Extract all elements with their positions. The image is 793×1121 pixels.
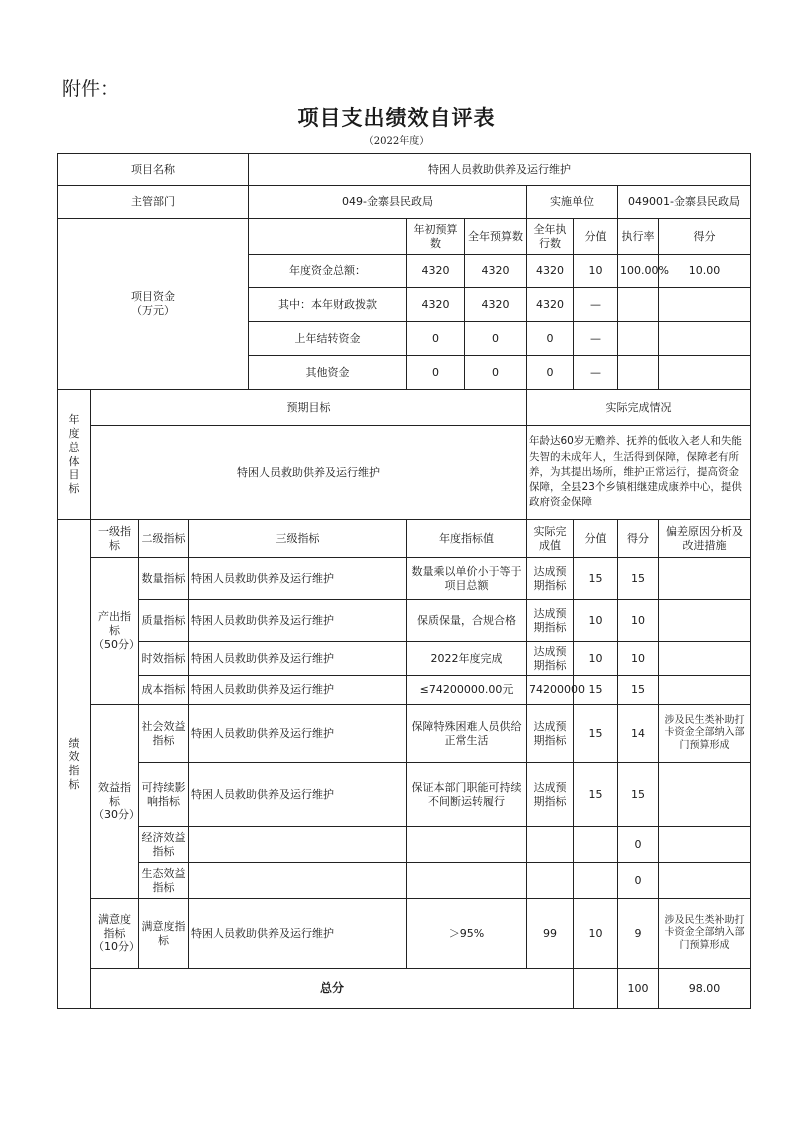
indicator-row: [58, 600, 751, 642]
funds-executed: 0: [527, 356, 574, 390]
implementing-unit-value: 049001-金寨县民政局: [618, 186, 751, 219]
indicator-target: 保质保量，合规合格: [407, 600, 527, 642]
indicator-score: 15: [618, 676, 659, 705]
expected-goal: 特困人员救助供养及运行维护: [91, 426, 527, 520]
indicator-level2: 时效指标: [139, 642, 189, 676]
indicator-level2: 社会效益指标: [139, 705, 189, 763]
total-weight: 100: [618, 969, 659, 1009]
indicator-actual: 74200000: [527, 676, 574, 705]
indicator-deviation-note: [659, 642, 751, 676]
indicator-row: [58, 676, 751, 705]
indicator-deviation-note: [659, 558, 751, 600]
total-score: 98.00: [659, 969, 751, 1009]
indicator-weight: 15: [574, 705, 618, 763]
header-annual-target: 年度指标值: [407, 520, 527, 558]
indicator-target: 2022年度完成: [407, 642, 527, 676]
total-row: [58, 969, 751, 1009]
funds-initial: 4320: [407, 288, 465, 322]
indicator-level3: [189, 863, 407, 899]
funds-weight: 10: [574, 255, 618, 288]
header-level1: 一级指标: [91, 520, 139, 558]
indicator-level3: 特困人员救助供养及运行维护: [189, 705, 407, 763]
indicator-target: 保障特殊困难人员供给正常生活: [407, 705, 527, 763]
funds-weight: —: [574, 322, 618, 356]
satisfaction-indicators-label: 满意度指标（10分）: [91, 899, 139, 969]
benefit-indicators-label: 效益指标 （30分）: [91, 705, 139, 899]
indicator-actual: 达成预期指标: [527, 600, 574, 642]
indicator-target: [407, 863, 527, 899]
funds-header-weight: 分值: [574, 219, 618, 255]
indicator-level3: 特困人员救助供养及运行维护: [189, 676, 407, 705]
funds-annual: 0: [465, 356, 527, 390]
header-actual-value: 实际完成值: [527, 520, 574, 558]
attachment-label: 附件：: [62, 78, 120, 100]
indicator-deviation-note: 涉及民生类补助打卡资金全部纳入部门预算形成: [659, 705, 751, 763]
indicator-weight: 10: [574, 642, 618, 676]
indicator-level3: 特困人员救助供养及运行维护: [189, 763, 407, 827]
funds-row-name: 年度资金总额：: [249, 255, 407, 288]
indicator-score: 0: [618, 827, 659, 863]
funds-header-initial: 年初预算数: [407, 219, 465, 255]
indicator-score: 15: [618, 558, 659, 600]
funds-annual: 4320: [465, 288, 527, 322]
funds-header-row: [58, 219, 751, 255]
indicator-actual: 达成预期指标: [527, 642, 574, 676]
indicator-level2: 生态效益指标: [139, 863, 189, 899]
funds-annual: 0: [465, 322, 527, 356]
indicator-header-row: [58, 520, 751, 558]
performance-indicators-label: 绩 效 指 标: [58, 520, 91, 1009]
project-name-row: [58, 154, 751, 186]
indicator-row: [58, 558, 751, 600]
indicator-level2: 质量指标: [139, 600, 189, 642]
indicator-weight: 15: [574, 558, 618, 600]
funds-header-blank: [249, 219, 407, 255]
project-name-value: 特困人员救助供养及运行维护: [249, 154, 751, 186]
department-label: 主管部门: [58, 186, 249, 219]
indicator-score: 10: [618, 600, 659, 642]
actual-completion-header: 实际完成情况: [527, 390, 751, 426]
header-weight: 分值: [574, 520, 618, 558]
indicator-target: ＞95%: [407, 899, 527, 969]
funds-header-score: 得分: [659, 219, 751, 255]
header-deviation: 偏差原因分析及改进措施: [659, 520, 751, 558]
indicator-actual: [527, 863, 574, 899]
total-label: 总分: [91, 969, 574, 1009]
total-blank: [574, 969, 618, 1009]
funds-rate: [618, 288, 659, 322]
indicator-score: 9: [618, 899, 659, 969]
indicator-level3: [189, 827, 407, 863]
indicator-weight: [574, 863, 618, 899]
funds-rate: [618, 322, 659, 356]
funds-weight: —: [574, 356, 618, 390]
funds-score: [659, 356, 751, 390]
indicator-level2: 满意度指标: [139, 899, 189, 969]
indicator-level3: 特困人员救助供养及运行维护: [189, 899, 407, 969]
indicator-deviation-note: [659, 863, 751, 899]
department-value: 049-金寨县民政局: [249, 186, 527, 219]
funds-annual: 4320: [465, 255, 527, 288]
indicator-actual: 达成预期指标: [527, 763, 574, 827]
indicator-actual: 达成预期指标: [527, 558, 574, 600]
funds-header-executed: 全年执行数: [527, 219, 574, 255]
indicator-level2: 数量指标: [139, 558, 189, 600]
indicator-level3: 特困人员救助供养及运行维护: [189, 600, 407, 642]
indicator-score: 15: [618, 763, 659, 827]
indicator-score: 0: [618, 863, 659, 899]
indicator-target: ≤74200000.00元: [407, 676, 527, 705]
funds-row-name: 上年结转资金: [249, 322, 407, 356]
header-score: 得分: [618, 520, 659, 558]
goals-row: [58, 426, 751, 520]
funds-row-name: 其中：本年财政拨款: [249, 288, 407, 322]
indicator-row: [58, 863, 751, 899]
indicator-actual: 99: [527, 899, 574, 969]
funds-score: [659, 288, 751, 322]
funds-label: 项目资金 （万元）: [58, 219, 249, 390]
report-year: （2022年度）: [363, 136, 430, 147]
indicator-score: 14: [618, 705, 659, 763]
funds-weight: —: [574, 288, 618, 322]
goals-header-row: [58, 390, 751, 426]
indicator-level2: 成本指标: [139, 676, 189, 705]
indicator-level2: 可持续影响指标: [139, 763, 189, 827]
indicator-actual: 达成预期指标: [527, 705, 574, 763]
indicator-target: [407, 827, 527, 863]
indicator-score: 10: [618, 642, 659, 676]
funds-header-annual: 全年预算数: [465, 219, 527, 255]
funds-rate: [618, 356, 659, 390]
indicator-row: [58, 827, 751, 863]
funds-initial: 0: [407, 322, 465, 356]
header-level2: 二级指标: [139, 520, 189, 558]
indicator-deviation-note: 涉及民生类补助打卡资金全部纳入部门预算形成: [659, 899, 751, 969]
annual-goals-label: 年 度 总 体 目 标: [58, 390, 91, 520]
funds-header-rate: 执行率: [618, 219, 659, 255]
department-row: [58, 186, 751, 219]
self-evaluation-table: [57, 153, 751, 1009]
funds-executed: 0: [527, 322, 574, 356]
indicator-deviation-note: [659, 827, 751, 863]
indicator-weight: 15: [574, 763, 618, 827]
indicator-weight: 15: [574, 676, 618, 705]
indicator-level2: 经济效益指标: [139, 827, 189, 863]
funds-score: [659, 322, 751, 356]
indicator-target: 数量乘以单价小于等于项目总额: [407, 558, 527, 600]
project-name-label: 项目名称: [58, 154, 249, 186]
indicator-deviation-note: [659, 763, 751, 827]
funds-initial: 0: [407, 356, 465, 390]
indicator-weight: 10: [574, 899, 618, 969]
indicator-target: 保证本部门职能可持续不间断运转履行: [407, 763, 527, 827]
indicator-level3: 特困人员救助供养及运行维护: [189, 558, 407, 600]
indicator-row: [58, 763, 751, 827]
output-indicators-label: 产出指标 （50分）: [91, 558, 139, 705]
page-title: 项目支出绩效自评表: [297, 105, 496, 130]
implementing-unit-label: 实施单位: [527, 186, 618, 219]
funds-rate: 100.00%: [618, 255, 659, 288]
funds-row-name: 其他资金: [249, 356, 407, 390]
indicator-weight: [574, 827, 618, 863]
actual-completion: 年龄达60岁无赡养、抚养的低收入老人和失能失智的未成年人，生活得到保障，保障老有所养，为其提出场所，维护正常运行，提高资金保障，全县23个乡镇相继建成康养中心，提供政府资金保障: [527, 426, 751, 520]
indicator-level3: 特困人员救助供养及运行维护: [189, 642, 407, 676]
header-level3: 三级指标: [189, 520, 407, 558]
indicator-row: [58, 899, 751, 969]
expected-goal-header: 预期目标: [91, 390, 527, 426]
indicator-weight: 10: [574, 600, 618, 642]
indicator-deviation-note: [659, 600, 751, 642]
indicator-actual: [527, 827, 574, 863]
funds-score: 10.00: [659, 255, 751, 288]
indicator-row: [58, 642, 751, 676]
funds-executed: 4320: [527, 288, 574, 322]
funds-initial: 4320: [407, 255, 465, 288]
indicator-deviation-note: [659, 676, 751, 705]
funds-executed: 4320: [527, 255, 574, 288]
indicator-row: [58, 705, 751, 763]
